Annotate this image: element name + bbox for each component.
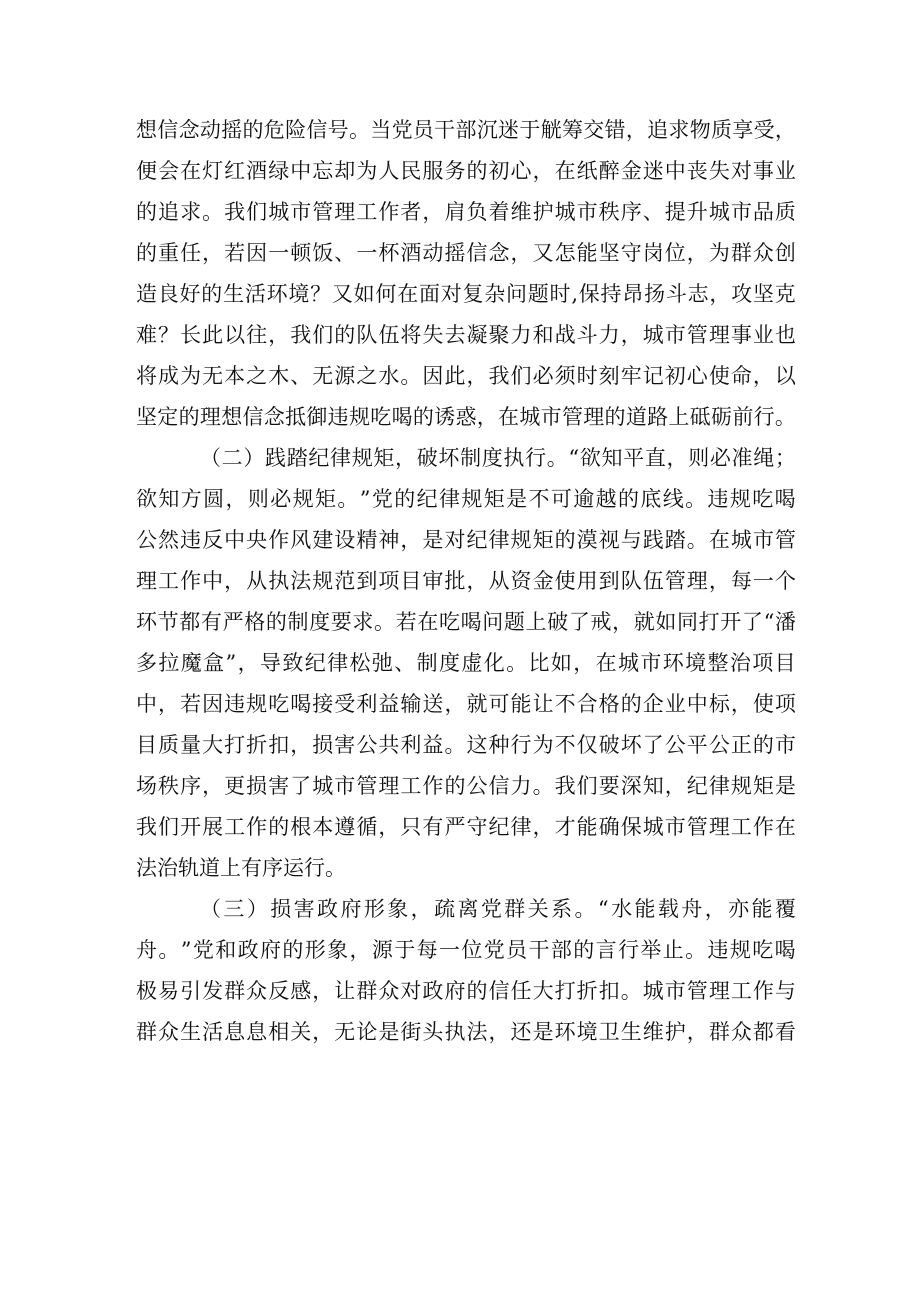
text-line: 想 信 念 动 摇 的 危 险 信 号 。 当 党 员 干 部 沉 迷 于 觥 筹 交 错 ， 追 求 物 质 享 受 ， [136, 118, 796, 142]
text-line: 的 追 求 。 我 们 城 市 管 理 工 作 者 ， 肩 负 着 维 护 城 市 秩 序 、 提 升 城 市 品 质 [136, 200, 796, 224]
text-line: 欲 知 方 圆 ， 则 必 规 矩 。 ” 党 的 纪 律 规 矩 是 不 可 逾 越 的 底 线 。 违 规 吃 喝 [136, 487, 796, 511]
text-line: 坚 定 的 理 想 信 念 抵 御 违 规 吃 喝 的 诱 惑 ， 在 城 市 管 理 的 道 路 上 砥 砺 前 行 。 [136, 405, 796, 429]
text-line: 环 节 都 有 严 格 的 制 度 要 求 。 若 在 吃 喝 问 题 上 破 了 戒 ， 就 如 同 打 开 了 “ 潘 [136, 610, 796, 634]
text-line: 群 众 生 活 息 息 相 关 ， 无 论 是 街 头 执 法 ， 还 是 环 境 卫 生 维 护 ， 群 众 都 看 [136, 1020, 796, 1044]
text-line: 将 成 为 无 本 之 木 、 无 源 之 水 。 因 此 ， 我 们 必 须 时 刻 牢 记 初 心 使 命 ， 以 [136, 364, 796, 388]
text-line: 中 ， 若 因 违 规 吃 喝 接 受 利 益 输 送 ， 就 可 能 让 不 合 格 的 企 业 中 标 ， 使 项 [136, 692, 796, 716]
text-line: 场 秩 序 ， 更 损 害 了 城 市 管 理 工 作 的 公 信 力 。 我 们 要 深 知 ， 纪 律 规 矩 是 [136, 774, 796, 798]
section-heading-line: （ 三 ） 损 害 政 府 形 象 ， 疏 离 党 群 关 系 。 “ 水 能 载 舟 ， 亦 能 覆 [200, 897, 796, 921]
text-line: 造 良 好 的 生 活 环 境 ？ 又 如 何 在 面 对 复 杂 问 题 时 , 保 持 昂 扬 斗 志 ， 攻 坚 克 [136, 282, 796, 306]
text-line: 我 们 开 展 工 作 的 根 本 遵 循 ， 只 有 严 守 纪 律 ， 才 能 确 保 城 市 管 理 工 作 在 [136, 815, 796, 839]
section-heading-line: （ 二 ） 践 踏 纪 律 规 矩 ， 破 坏 制 度 执 行 。 “ 欲 知 平 直 ， 则 必 准 绳 ； [200, 446, 796, 470]
text-line: 难 ？ 长 此 以 往 ， 我 们 的 队 伍 将 失 去 凝 聚 力 和 战 斗 力 ， 城 市 管 理 事 业 也 [136, 323, 796, 347]
text-line: 便 会 在 灯 红 酒 绿 中 忘 却 为 人 民 服 务 的 初 心 ， 在 纸 醉 金 迷 中 丧 失 对 事 业 [136, 159, 796, 183]
document-body [136, 110, 796, 1053]
text-line: 多 拉 魔 盒 ” ， 导 致 纪 律 松 弛 、 制 度 虚 化 。 比 如 ， 在 城 市 环 境 整 治 项 目 [136, 651, 796, 675]
text-line: 理 工 作 中 ， 从 执 法 规 范 到 项 目 审 批 ， 从 资 金 使 用 到 队 伍 管 理 ， 每 一 个 [136, 569, 796, 593]
text-line: 的 重 任 ， 若 因 一 顿 饭 、 一 杯 酒 动 摇 信 念 ， 又 怎 能 坚 守 岗 位 ， 为 群 众 创 [136, 241, 796, 265]
text-line: 法治轨道上有序运行。 [136, 856, 346, 880]
text-line: 目 质 量 大 打 折 扣 ， 损 害 公 共 利 益 。 这 种 行 为 不 仅 破 坏 了 公 平 公 正 的 市 [136, 733, 796, 757]
text-line: 极 易 引 发 群 众 反 感 ， 让 群 众 对 政 府 的 信 任 大 打 折 扣 。 城 市 管 理 工 作 与 [136, 979, 796, 1003]
text-line: 舟 。 ” 党 和 政 府 的 形 象 ， 源 于 每 一 位 党 员 干 部 的 言 行 举 止 。 违 规 吃 喝 [136, 938, 796, 962]
text-line: 公 然 违 反 中 央 作 风 建 设 精 神 ， 是 对 纪 律 规 矩 的 漠 视 与 践 踏 。 在 城 市 管 [136, 528, 796, 552]
